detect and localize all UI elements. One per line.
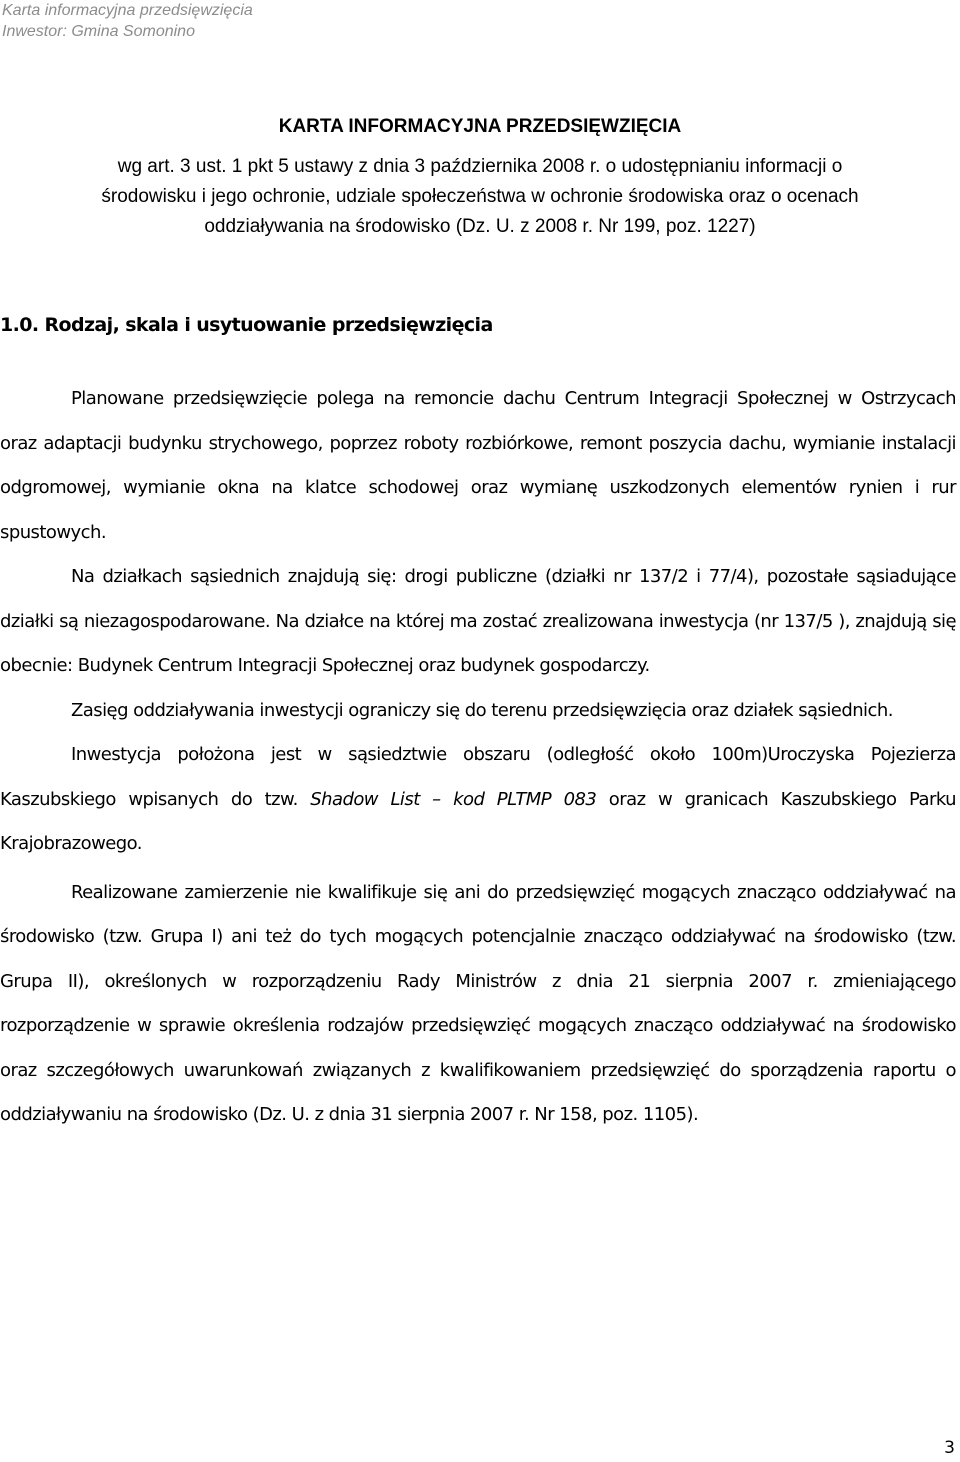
subtitle-line: środowisku i jego ochronie, udziale społeczeństwa w ochronie środowiska oraz o ocenach: [101, 186, 859, 207]
shadow-list-reference: Shadow List – kod PLTMP 083: [310, 788, 597, 810]
subtitle-line: wg art. 3 ust. 1 pkt 5 ustawy z dnia 3 października 2008 r. o udostępnianiu informacji o: [117, 156, 843, 177]
document-subtitle: [0, 152, 960, 242]
paragraph-neighbouring-plots: Na działkach sąsiednich znajdują się: drogi publiczne (działki nr 137/2 i 77/4), pozostałe sąsiadujące działki są niezagospodarowane. Na działce na której ma zostać zrealizowana inwestycja (nr 137/5 ), znajdują się obecnie: Budynek Centrum Integracji Społecznej oraz budynek gospodarczy.: [0, 566, 956, 676]
document-title: KARTA INFORMACYJNA PRZEDSIĘWZIĘCIA: [278, 116, 682, 137]
subtitle-line: oddziaływania na środowisko (Dz. U. z 2008 r. Nr 199, poz. 1227): [204, 216, 756, 237]
section-heading: 1.0. Rodzaj, skala i usytuowanie przedsięwzięcia: [0, 314, 493, 336]
document-body: [0, 377, 956, 1138]
page-number: 3: [944, 1438, 955, 1458]
paragraph-impact-range: Zasięg oddziaływania inwestycji ograniczy się do terenu przedsięwzięcia oraz działek sąsiednich.: [71, 699, 893, 721]
header-investor: Inwestor: Gmina Somonino: [2, 23, 195, 40]
paragraph-qualification: Realizowane zamierzenie nie kwalifikuje się ani do przedsięwzięć mogących znacząco oddziaływać na środowisko (tzw. Grupa I) ani też do tych mogących potencjalnie znacząco oddziaływać na środowisko (tzw. Grupa II), określonych w rozporządzeniu Rady Ministrów z dnia 21 sierpnia 2007 r. zmieniającego rozporządzenie w sprawie określenia rodzajów przedsięwzięć mogących znacząco oddziaływać na środowisko oraz szczegółowych uwarunkowań związanych z kwalifikowaniem przedsięwzięć do sporządzenia raportu o oddziaływaniu na środowisko (Dz. U. z dnia 31 sierpnia 2007 r. Nr 158, poz. 1105).: [0, 881, 956, 1125]
header-document-title: Karta informacyjna przedsięwzięcia: [2, 2, 253, 19]
paragraph-project-description: Planowane przedsięwzięcie polega na remoncie dachu Centrum Integracji Społecznej w Ostrzycach oraz adaptacji budynku strychowego, poprzez roboty rozbiórkowe, remont poszycia dachu, wymianie instalacji odgromowej, wymianie okna na klatce schodowej oraz wymianę uszkodzonych elementów rynien i rur spustowych.: [0, 388, 956, 543]
paragraph-protected-area: [0, 733, 956, 867]
page-header: [2, 0, 253, 42]
protected-area-text: Inwestycja położona jest w sąsiedztwie obszaru (odległość około 100m)Uroczyska Pojezierza Kaszubskiego wpisanych do tzw.: [0, 744, 956, 810]
protected-area-text-end: oraz w granicach Kaszubskiego Parku Krajobrazowego.: [0, 788, 957, 854]
